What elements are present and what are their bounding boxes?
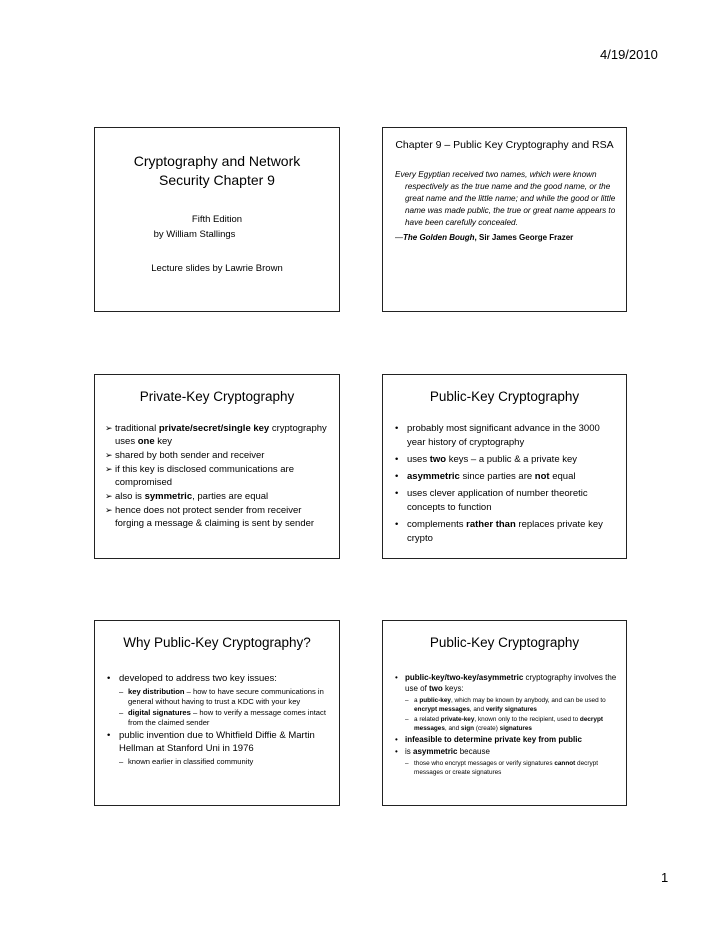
slide-heading: Why Public-Key Cryptography? — [123, 635, 311, 650]
bullet-dot-icon: • — [107, 673, 111, 684]
author-text: by William Stallings — [153, 229, 236, 240]
arrow-bullet-icon: ➢ — [105, 505, 113, 515]
list-item: • probably most significant advance in the 3000 year history of cryptography — [395, 423, 600, 448]
bullet-list — [105, 672, 331, 767]
list-item: ➢ hence does not protect sender from receiver forging a message & claiming is sent by sender — [105, 505, 315, 529]
slide-private-key — [94, 374, 340, 559]
bullet-dot-icon: • — [107, 730, 111, 741]
bullet-dot-icon: • — [395, 471, 399, 482]
sub-list — [405, 696, 618, 733]
list-item: • uses clever application of number theoretic concepts to function — [395, 488, 588, 513]
list-item: • uses two keys – a public & a private key — [395, 454, 578, 465]
slide-heading: Public-Key Cryptography — [429, 635, 580, 650]
dash-bullet-icon: – — [119, 757, 124, 766]
arrow-bullet-icon: ➢ — [105, 450, 113, 460]
bullet-list — [105, 422, 331, 530]
list-item: • asymmetric since parties are not equal — [395, 471, 576, 482]
page-number: 1 — [661, 870, 669, 885]
arrow-bullet-icon: ➢ — [105, 464, 113, 474]
bullet-dot-icon: • — [395, 423, 399, 434]
bullet-dot-icon: • — [395, 673, 398, 682]
list-item: • complements rather than replaces private key crypto — [395, 519, 603, 544]
slide-title-heading: Cryptography and Network Security Chapter 9 — [133, 153, 301, 188]
bullet-list — [393, 672, 618, 777]
bullet-dot-icon: • — [395, 488, 399, 499]
slide-title — [94, 127, 340, 312]
sub-list-item: – digital signatures – how to verify a message comes intact from the claimed sender — [119, 708, 326, 727]
chapter-heading: Chapter 9 – Public Key Cryptography and RSA — [395, 139, 614, 151]
sub-list-item: – those who encrypt messages or verify signatures cannot decrypt messages or create signatures — [405, 760, 598, 776]
list-item: • infeasible to determine private key from public — [395, 735, 582, 744]
slide-heading: Private-Key Cryptography — [139, 389, 295, 404]
dash-bullet-icon: – — [119, 687, 124, 696]
sub-list-item: – key distribution – how to have secure communications in general without having to trust a KDC with your key — [119, 687, 324, 706]
list-item: • public-key/two-key/asymmetric cryptography involves the use of two keys: – a public-key, which may be known by anybody, and can be used to encrypt messages, and verify signatures – a related private-key, known only to the recipient, used to decrypt messages, and sign (create) signatures — [395, 673, 617, 732]
slide-chapter-intro — [382, 127, 627, 312]
bullet-dot-icon: • — [395, 735, 398, 744]
list-item: • developed to address two key issues: – key distribution – how to have secure communications in general without having to trust a KDC with your key – digital signatures – how to verify a message comes intact from the claimed sender — [105, 672, 331, 728]
attribution-author: , Sir James George Frazer — [474, 233, 574, 242]
epigraph-attribution — [395, 232, 616, 244]
slide-public-key — [382, 374, 627, 559]
slide-public-key-detail — [382, 620, 627, 806]
list-item: ➢ also is symmetric, parties are equal — [105, 491, 269, 502]
sub-list-item: – a related private-key, known only to the recipient, used to decrypt messages, and sign (create) signatures — [405, 716, 604, 732]
bullet-list — [393, 422, 618, 546]
list-item: ➢ if this key is disclosed communications are compromised — [105, 464, 294, 488]
sub-list-item: – known earlier in classified community — [119, 757, 254, 766]
list-item: • public invention due to Whitfield Diffie & Martin Hellman at Stanford Uni in 1976 – known earlier in classified community — [105, 729, 331, 767]
dash-bullet-icon: – — [119, 708, 124, 717]
arrow-bullet-icon: ➢ — [105, 423, 113, 433]
attribution-work: The Golden Bough — [403, 233, 475, 242]
sub-list — [405, 759, 618, 777]
dash-bullet-icon: – — [405, 760, 409, 767]
bullet-dot-icon: • — [395, 454, 399, 465]
arrow-bullet-icon: ➢ — [105, 491, 113, 501]
slide-why-public-key — [94, 620, 340, 806]
list-item: ➢ shared by both sender and receiver — [105, 450, 265, 461]
dash-bullet-icon: – — [405, 697, 409, 704]
edition-text: Fifth Edition — [191, 214, 243, 225]
page-date: 4/19/2010 — [600, 47, 658, 62]
slide-heading: Public-Key Cryptography — [429, 389, 580, 404]
list-item: ➢ traditional private/secret/single key cryptography uses one key — [105, 423, 327, 447]
epigraph-quote: Every Egyptian received two names, which were known respectively as the true name and the good name, or the great name and the little name; and while the good or little name was made public, the true or great name appears to have been carefully concealed. — [395, 170, 616, 227]
sub-list — [119, 757, 331, 767]
lecture-credit: Lecture slides by Lawrie Brown — [151, 263, 283, 274]
sub-list-item: – a public-key, which may be known by anybody, and can be used to encrypt messages, and verify signatures — [405, 697, 606, 713]
bullet-dot-icon: • — [395, 519, 399, 530]
dash-bullet-icon: – — [405, 716, 409, 723]
list-item: • is asymmetric because – those who encrypt messages or verify signatures cannot decrypt messages or create signatures — [393, 746, 618, 777]
bullet-dot-icon: • — [395, 747, 398, 756]
sub-list — [119, 687, 331, 728]
attribution-dash: — — [395, 233, 403, 242]
